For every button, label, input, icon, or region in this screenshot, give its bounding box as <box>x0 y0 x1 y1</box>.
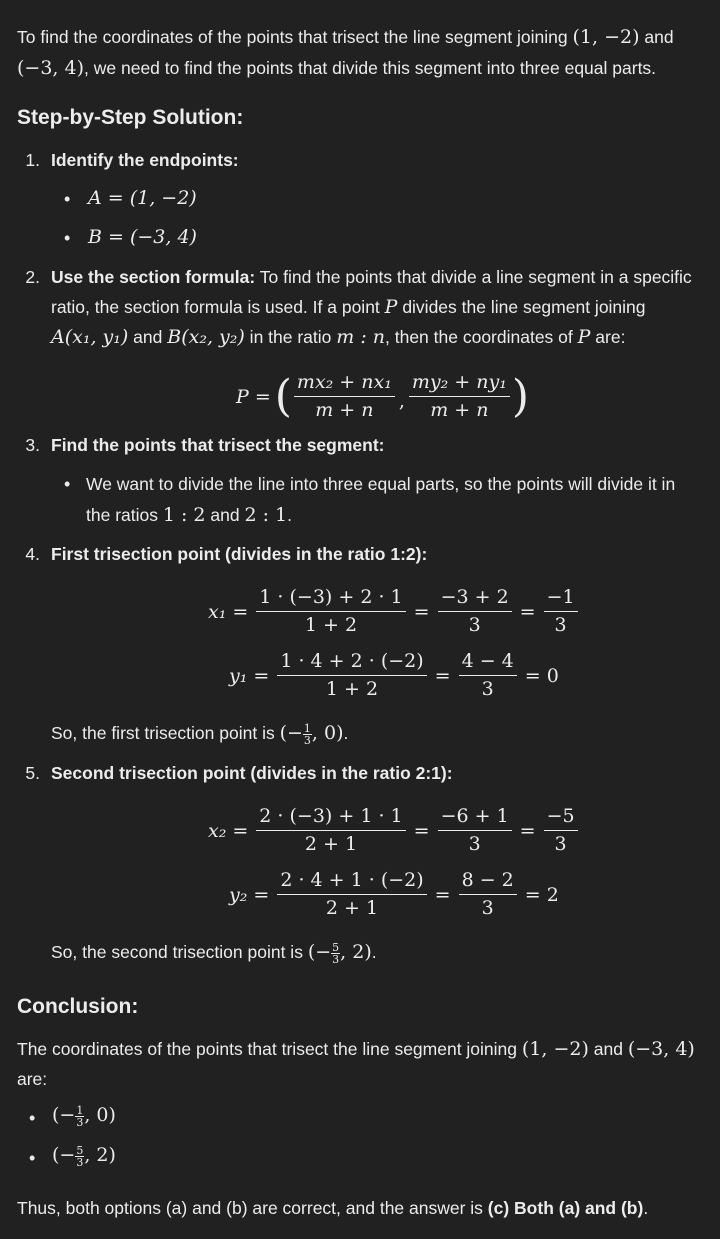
step-5-title: Second trisection point (divides in the ratio 2:1): <box>51 763 453 783</box>
ratio-2-1: 2 : 1 <box>244 504 288 526</box>
small-fraction <box>331 942 340 965</box>
conclusion-point-2: (−3, 4) <box>627 1038 695 1060</box>
intro-text-and: and <box>639 27 674 47</box>
fraction-denominator: 2 + 1 <box>304 833 358 855</box>
fraction-numerator: 2 · (−3) + 1 · 1 <box>256 806 405 831</box>
step-2-number: 2. <box>25 267 40 287</box>
step-4-number: 4. <box>25 544 40 564</box>
conclusion-line-2: are: <box>17 1069 48 1089</box>
point-open: (− <box>307 941 332 963</box>
intro-line-1 <box>17 22 674 52</box>
point-p: P <box>577 326 591 348</box>
step-3-text: and <box>205 505 245 525</box>
step-3-text: the ratios <box>86 505 163 525</box>
period: . <box>343 723 349 743</box>
conclusion-line-1 <box>17 1034 695 1064</box>
intro-line-2 <box>17 53 656 83</box>
step-2-text: To find the points that divide a line segment in a specific <box>255 267 692 287</box>
fraction <box>256 587 405 637</box>
bullet: • <box>29 1148 36 1168</box>
bullet: • <box>64 228 71 248</box>
point-open: (− <box>279 722 303 744</box>
fraction-denominator: 2 + 1 <box>325 897 379 919</box>
fraction-denominator: 1 + 2 <box>304 614 358 636</box>
fraction <box>544 587 578 637</box>
step-2-text: and <box>128 327 168 347</box>
final-answer <box>17 1193 648 1223</box>
endpoint-b: B = (−3, 4) <box>88 226 197 248</box>
step-3-title: Find the points that trisect the segment: <box>51 435 385 455</box>
fraction-denominator: 3 <box>468 614 481 636</box>
fraction-numerator: −1 <box>544 587 578 612</box>
fraction-denominator: 3 <box>76 1155 84 1169</box>
final-answer-choice: (c) Both (a) and (b) <box>487 1198 644 1218</box>
point-a-coords: A(x₁, y₁) <box>51 326 129 348</box>
fraction-numerator: −3 + 2 <box>438 587 512 612</box>
intro-text-end: , we need to find the points that divide this segment into three equal parts. <box>84 58 657 78</box>
point-open: (− <box>52 1104 76 1126</box>
step-2-title: Use the section formula: <box>51 267 256 287</box>
step-4-result <box>51 718 348 748</box>
ratio-1-2: 1 : 2 <box>162 504 206 526</box>
section-formula: P = ( $\frac{\text{mx₂ + nx₁}}{m + n}$ , $\frac{\text{my₂ + ny₁}}{m + n}$ ) <box>232 368 529 426</box>
small-fraction <box>75 1105 84 1128</box>
fraction <box>459 870 517 920</box>
formula-x-fraction <box>294 372 395 422</box>
fraction-numerator: mx₂ + nx₁ <box>294 372 395 397</box>
point-b-coords: B(x₂, y₂) <box>167 326 245 348</box>
fraction-numerator: 1 · 4 + 2 · (−2) <box>277 651 426 676</box>
ratio-m-n: m : n <box>336 326 385 348</box>
equation-lhs: y₁ = <box>229 665 270 687</box>
conclusion-text: The coordinates of the points that trisect the line segment joining <box>17 1039 522 1059</box>
step-5-result <box>51 937 377 967</box>
equation-lhs: x₂ = <box>208 820 249 842</box>
bullet: • <box>29 1108 36 1128</box>
fraction-numerator: 2 · 4 + 1 · (−2) <box>277 870 426 895</box>
point-close: , 0) <box>84 1104 116 1126</box>
small-fraction <box>75 1145 84 1168</box>
fraction-numerator: 5 <box>332 940 340 954</box>
period: . <box>371 942 377 962</box>
step-4-y-equation <box>225 648 563 704</box>
result-text: So, the second trisection point is <box>51 942 308 962</box>
bullet: • <box>64 189 71 209</box>
point-close: , 0) <box>311 722 344 744</box>
equals-sign: = <box>434 884 451 906</box>
fraction-denominator: 3 <box>481 678 494 700</box>
step-2-text: in the ratio <box>244 327 337 347</box>
fraction-numerator: 4 − 4 <box>459 651 517 676</box>
equals-sign: = <box>413 820 430 842</box>
step-2-line-2 <box>51 292 646 322</box>
step-3-line-2 <box>86 500 292 530</box>
step-1-title: Identify the endpoints: <box>51 150 239 170</box>
bullet: • <box>64 474 71 494</box>
heading-step-by-step: Step-by-Step Solution: <box>17 106 244 129</box>
conclusion-point-item-2 <box>52 1140 116 1170</box>
fraction-denominator: 3 <box>332 952 340 966</box>
point-open: (− <box>52 1144 76 1166</box>
heading-conclusion: Conclusion: <box>17 995 139 1018</box>
intro-point-1: (1, −2) <box>572 26 640 48</box>
conclusion-point-item-1 <box>52 1100 116 1130</box>
fraction-denominator: 3 <box>554 833 567 855</box>
formula-lhs: P = <box>236 386 271 408</box>
step-2-text: ratio, the section formula is used. If a point <box>51 297 385 317</box>
step-5-number: 5. <box>25 763 40 783</box>
step-3-text: . <box>287 505 293 525</box>
fraction <box>459 651 517 701</box>
equation-lhs: y₂ = <box>229 884 270 906</box>
fraction-denominator: 3 <box>554 614 567 636</box>
step-2-text: are: <box>590 327 626 347</box>
fraction-numerator: 1 <box>76 1103 84 1117</box>
fraction <box>256 806 405 856</box>
equation-result: = 0 <box>524 665 559 687</box>
result-text: So, the first trisection point is <box>51 723 280 743</box>
fraction-denominator: 3 <box>303 733 311 747</box>
step-5-y-equation <box>225 867 563 923</box>
endpoint-a: A = (1, −2) <box>88 187 197 209</box>
step-2-text: , then the coordinates of <box>385 327 578 347</box>
conclusion-point-1: (1, −2) <box>521 1038 589 1060</box>
step-4-title: First trisection point (divides in the ratio 1:2): <box>51 544 428 564</box>
small-fraction <box>303 723 312 746</box>
fraction-denominator: 1 + 2 <box>325 678 379 700</box>
conclusion-text: and <box>588 1039 628 1059</box>
comma: , <box>398 390 405 412</box>
step-2-text: divides the line segment joining <box>397 297 646 317</box>
step-4-x-equation <box>204 584 582 640</box>
fraction-denominator: 3 <box>468 833 481 855</box>
fraction-numerator: my₂ + ny₁ <box>409 372 510 397</box>
intro-text: To find the coordinates of the points that trisect the line segment joining <box>17 27 573 47</box>
fraction <box>277 651 426 701</box>
fraction-numerator: 1 · (−3) + 2 · 1 <box>256 587 405 612</box>
formula-y-fraction <box>409 372 510 422</box>
fraction-denominator: 3 <box>76 1115 84 1129</box>
fraction-numerator: −6 + 1 <box>438 806 512 831</box>
fraction-numerator: 8 − 2 <box>459 870 517 895</box>
fraction-numerator: −5 <box>544 806 578 831</box>
fraction <box>544 806 578 856</box>
fraction <box>438 806 512 856</box>
fraction-denominator: 3 <box>481 897 494 919</box>
fraction <box>438 587 512 637</box>
fraction-numerator: 1 <box>303 721 311 735</box>
point-close: , 2) <box>340 941 372 963</box>
equals-sign: = <box>519 820 536 842</box>
step-3-line-1: We want to divide the line into three equal parts, so the points will divide it in <box>86 474 676 494</box>
equation-result: = 2 <box>524 884 559 906</box>
equals-sign: = <box>413 601 430 623</box>
fraction-denominator: m + n <box>430 399 489 421</box>
step-3-number: 3. <box>25 435 40 455</box>
step-1-number: 1. <box>25 150 40 170</box>
intro-point-2: (−3, 4) <box>17 57 85 79</box>
step-2-line-3 <box>51 322 625 352</box>
equals-sign: = <box>434 665 451 687</box>
fraction <box>277 870 426 920</box>
point-p: P <box>384 296 398 318</box>
step-5-x-equation <box>204 803 582 859</box>
fraction-denominator: m + n <box>315 399 374 421</box>
period: . <box>643 1198 649 1218</box>
fraction-numerator: 5 <box>76 1143 84 1157</box>
equation-lhs: x₁ = <box>208 601 249 623</box>
point-close: , 2) <box>84 1144 116 1166</box>
final-text: Thus, both options (a) and (b) are correct, and the answer is <box>17 1198 488 1218</box>
equals-sign: = <box>519 601 536 623</box>
step-2-line-1 <box>51 262 692 292</box>
